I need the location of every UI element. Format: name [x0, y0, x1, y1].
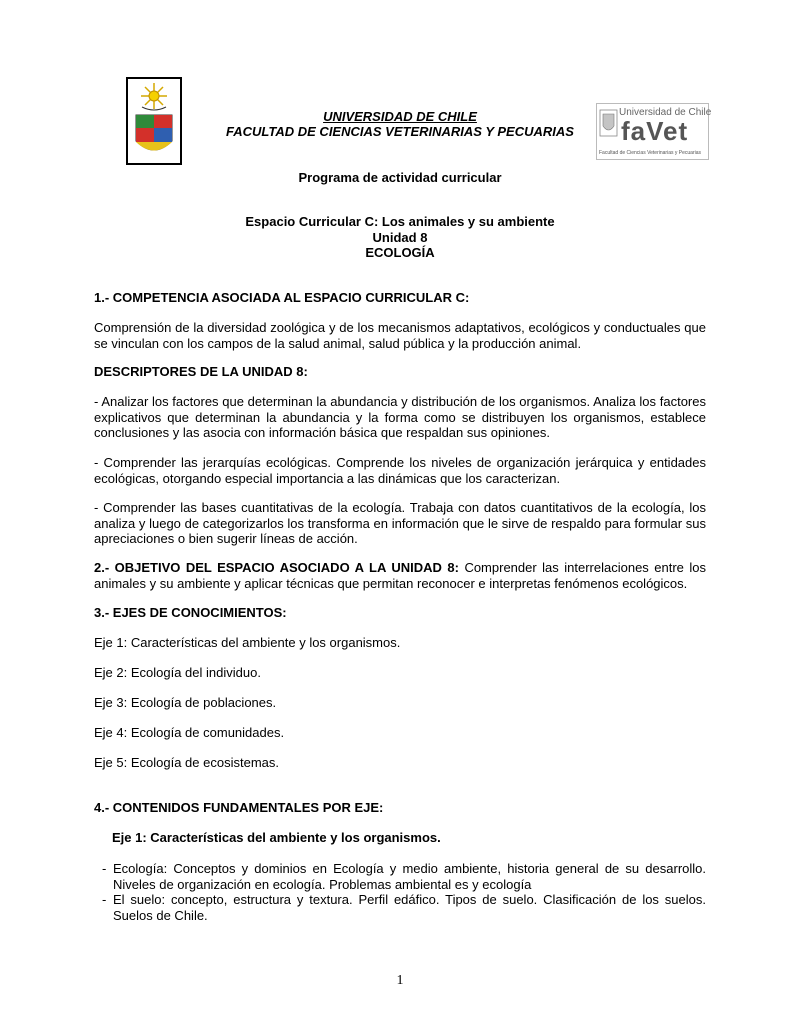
- axis-item: Eje 2: Ecología del individuo.: [94, 665, 261, 680]
- content-bullet-text: Ecología: Conceptos y dominios en Ecología y medio ambiente, historia general de su desarrollo. Niveles de organización en ecología. Problemas ambiental es y ecología: [113, 861, 706, 892]
- favet-logo-brand: faVet: [621, 116, 689, 146]
- unit-title: Unidad 8: [372, 229, 428, 245]
- descriptor-item: - Analizar los factores que determinan la abundancia y distribución de los organismos. Analiza los factores explicativos que determinan la abundancia y la forma como se distribuyen los organismos, establece conclusiones y las asocia con información básica que respaldan sus opiniones.: [94, 394, 706, 440]
- curricular-space-block: [94, 214, 706, 261]
- content-bullet-text: El suelo: concepto, estructura y textura. Perfil edáfico. Tipos de suelo. Clasificación de los suelos. Suelos de Chile.: [113, 892, 706, 923]
- axis-item: Eje 4: Ecología de comunidades.: [94, 725, 285, 740]
- favet-logo-subtitle: Facultad de Ciencias Veterinarias y Pecuarias: [599, 150, 701, 156]
- axis-item: Eje 1: Características del ambiente y los organismos.: [94, 635, 401, 650]
- content-bullet: - El suelo: concepto, estructura y textura. Perfil edáfico. Tipos de suelo. Clasificación de los suelos. Suelos de Chile.: [102, 892, 706, 923]
- section2-paragraph: [94, 560, 706, 591]
- section4-subheading: Eje 1: Características del ambiente y los organismos.: [112, 830, 441, 845]
- university-title: UNIVERSIDAD DE CHILE: [323, 109, 477, 124]
- page-number: 1: [396, 973, 404, 988]
- section3-heading: 3.- EJES DE CONOCIMIENTOS:: [94, 605, 287, 620]
- section2-body: Comprender las interrelaciones entre los animales y su ambiente y aplicar técnicas que permitan reconocer e interpretas fenómenos ecológicos.: [94, 560, 706, 591]
- section1-heading: 1.- COMPETENCIA ASOCIADA AL ESPACIO CURRICULAR C:: [94, 290, 470, 305]
- section1-body: Comprensión de la diversidad zoológica y de los mecanismos adaptativos, ecológicos y conductuales que se vinculan con los campos de la salud animal, salud pública y la producción animal.: [94, 320, 706, 351]
- favet-logo-university: Universidad de Chile: [619, 107, 712, 118]
- header-block: [200, 109, 600, 139]
- seal-emblem-icon: [128, 79, 180, 163]
- descriptors-heading: DESCRIPTORES DE LA UNIDAD 8:: [94, 364, 308, 379]
- section4-heading: 4.- CONTENIDOS FUNDAMENTALES POR EJE:: [94, 800, 384, 815]
- favet-logo: [596, 103, 712, 160]
- axis-item: Eje 3: Ecología de poblaciones.: [94, 695, 277, 710]
- descriptor-item: - Comprender las bases cuantitativas de la ecología. Trabaja con datos cuantitativos de la ecología, los analiza y luego de categorizarlos los transforma en información que le sirve de respaldo para formular sus apreciaciones o bien sugerir líneas de acción.: [94, 500, 706, 546]
- faculty-title: FACULTAD DE CIENCIAS VETERINARIAS Y PECUARIAS: [226, 124, 574, 139]
- content-bullet: - Ecología: Conceptos y dominios en Ecología y medio ambiente, historia general de su desarrollo. Niveles de organización en ecología. Problemas ambiental es y ecología: [102, 861, 706, 892]
- section2-heading: 2.- OBJETIVO DEL ESPACIO ASOCIADO A LA UNIDAD 8:: [94, 560, 459, 575]
- subject-title: ECOLOGÍA: [365, 245, 435, 260]
- axis-item: Eje 5: Ecología de ecosistemas.: [94, 755, 279, 770]
- curricular-space-title: Espacio Curricular C: Los animales y su ambiente: [245, 214, 555, 229]
- program-title: Programa de actividad curricular: [298, 170, 502, 185]
- university-seal-logo: [126, 77, 182, 165]
- descriptor-item: - Comprender las jerarquías ecológicas. Comprende los niveles de organización jerárquica y entidades ecológicas, otorgando especial importancia a las dinámicas que los caracterizan.: [94, 455, 706, 486]
